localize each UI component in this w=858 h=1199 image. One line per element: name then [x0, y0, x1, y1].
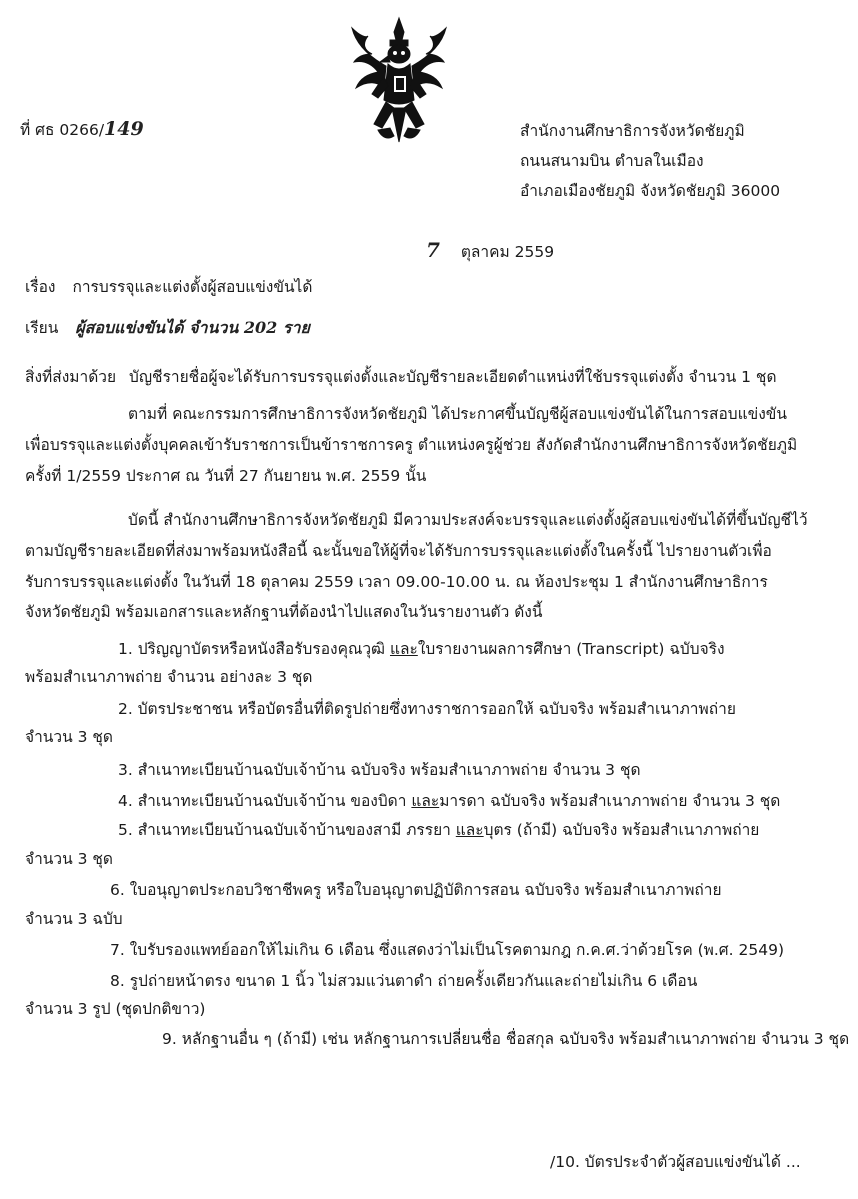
list-item-continuation: จำนวน 3 รูป (ชุดปกติขาว) [25, 1000, 206, 1018]
list-item: 6. ใบอนุญาตประกอบวิชาชีพครู หรือใบอนุญาตปฏิบัติการสอน ฉบับจริง พร้อมสำเนาภาพถ่าย [110, 881, 722, 899]
list-item-continuation: จำนวน 3 ชุด [25, 850, 113, 868]
attachment-label: สิ่งที่ส่งมาด้วย [25, 368, 117, 386]
attachment-text: บัญชีรายชื่อผู้จะได้รับการบรรจุแต่งตั้งและบัญชีรายละเอียดตำแหน่งที่ใช้บรรจุแต่งตั้ง จำนวน 1 ชุด [129, 368, 777, 386]
office-address-line-1: สำนักงานศึกษาธิการจังหวัดชัยภูมิ [520, 122, 745, 140]
paragraph-1-line-2: เพื่อบรรจุและแต่งตั้งบุคคลเข้ารับราชการเป็นข้าราชการครู ตำแหน่งครูผู้ช่วย สังกัดสำนักงานศึกษาธิการจังหวัดชัยภูมิ [25, 436, 798, 454]
recipient-handwritten: ผู้สอบแข่งขันได้ จำนวน 202 ราย [75, 318, 310, 337]
list-item: 3. สำเนาทะเบียนบ้านฉบับเจ้าบ้าน ฉบับจริง พร้อมสำเนาภาพถ่าย จำนวน 3 ชุด [118, 761, 641, 779]
document-number-handwritten: 149 [104, 118, 144, 140]
paragraph-2-line-2: ตามบัญชีรายละเอียดที่ส่งมาพร้อมหนังสือนี้ ฉะนั้นขอให้ผู้ที่จะได้รับการบรรจุและแต่งตั้งในครั้งนี้ ไปรายงานตัวเพื่อ [25, 542, 772, 560]
list-item-continuation: จำนวน 3 ชุด [25, 728, 113, 746]
list-item: 2. บัตรประชาชน หรือบัตรอื่นที่ติดรูปถ่ายซึ่งทางราชการออกให้ ฉบับจริง พร้อมสำเนาภาพถ่าย [118, 700, 736, 718]
page-continuation-note: /10. บัตรประจำตัวผู้สอบแข่งขันได้ ... [550, 1153, 801, 1171]
list-item: 5. สำเนาทะเบียนบ้านฉบับเจ้าบ้านของสามี ภรรยา และบุตร (ถ้ามี) ฉบับจริง พร้อมสำเนาภาพถ่าย [118, 821, 760, 839]
paragraph-2-line-3: รับการบรรจุและแต่งตั้ง ในวันที่ 18 ตุลาคม 2559 เวลา 09.00-10.00 น. ณ ห้องประชุม 1 สำนักงานศึกษาธิการ [25, 573, 768, 591]
document-number [20, 118, 144, 141]
subject-line [25, 278, 312, 297]
date-day-handwritten: 7 [426, 238, 440, 262]
paragraph-2-line-4: จังหวัดชัยภูมิ พร้อมเอกสารและหลักฐานที่ต้องนำไปแสดงในวันรายงานตัว ดังนี้ [25, 603, 543, 621]
paragraph-2-line-1: บัดนี้ สำนักงานศึกษาธิการจังหวัดชัยภูมิ มีความประสงค์จะบรรจุและแต่งตั้งผู้สอบแข่งขันได้ที่ขึ้นบัญชีไว้ [128, 511, 808, 529]
list-item: 4. สำเนาทะเบียนบ้านฉบับเจ้าบ้าน ของบิดา และมารดา ฉบับจริง พร้อมสำเนาภาพถ่าย จำนวน 3 ชุด [118, 792, 781, 810]
attachment-line [25, 368, 777, 387]
paragraph-1-line-1: ตามที่ คณะกรรมการศึกษาธิการจังหวัดชัยภูมิ ได้ประกาศขึ้นบัญชีผู้สอบแข่งขันได้ในการสอบแข่งขัน [128, 405, 787, 423]
subject-label: เรื่อง [25, 278, 56, 296]
garuda-emblem [338, 16, 460, 146]
subject-text: การบรรจุและแต่งตั้งผู้สอบแข่งขันได้ [72, 278, 313, 296]
list-item: 8. รูปถ่ายหน้าตรง ขนาด 1 นิ้ว ไม่สวมแว่นตาดำ ถ่ายครั้งเดียวกันและถ่ายไม่เกิน 6 เดือน [110, 972, 698, 990]
date-month-year: ตุลาคม 2559 [460, 243, 555, 261]
list-item-continuation: จำนวน 3 ฉบับ [25, 910, 123, 928]
list-item: 7. ใบรับรองแพทย์ออกให้ไม่เกิน 6 เดือน ซึ่งแสดงว่าไม่เป็นโรคตามกฎ ก.ค.ศ.ว่าด้วยโรค (พ.ศ. 2549) [110, 941, 784, 959]
office-address-line-2: ถนนสนามบิน ตำบลในเมือง [520, 152, 704, 170]
list-item: 9. หลักฐานอื่น ๆ (ถ้ามี) เช่น หลักฐานการเปลี่ยนชื่อ ชื่อสกุล ฉบับจริง พร้อมสำเนาภาพถ่าย จำนวน 3 ชุด [162, 1030, 850, 1048]
document-date [426, 238, 554, 262]
recipient-line [25, 318, 310, 338]
paragraph-1-line-3: ครั้งที่ 1/2559 ประกาศ ณ วันที่ 27 กันยายน พ.ศ. 2559 นั้น [25, 467, 427, 485]
recipient-label: เรียน [25, 319, 59, 337]
list-item: 1. ปริญญาบัตรหรือหนังสือรับรองคุณวุฒิ และใบรายงานผลการศึกษา (Transcript) ฉบับจริง [118, 640, 725, 658]
list-item-continuation: พร้อมสำเนาภาพถ่าย จำนวน อย่างละ 3 ชุด [25, 668, 313, 686]
office-address-line-3: อำเภอเมืองชัยภูมิ จังหวัดชัยภูมิ 36000 [520, 182, 781, 200]
document-number-prefix: ที่ ศธ 0266/ [20, 121, 105, 139]
